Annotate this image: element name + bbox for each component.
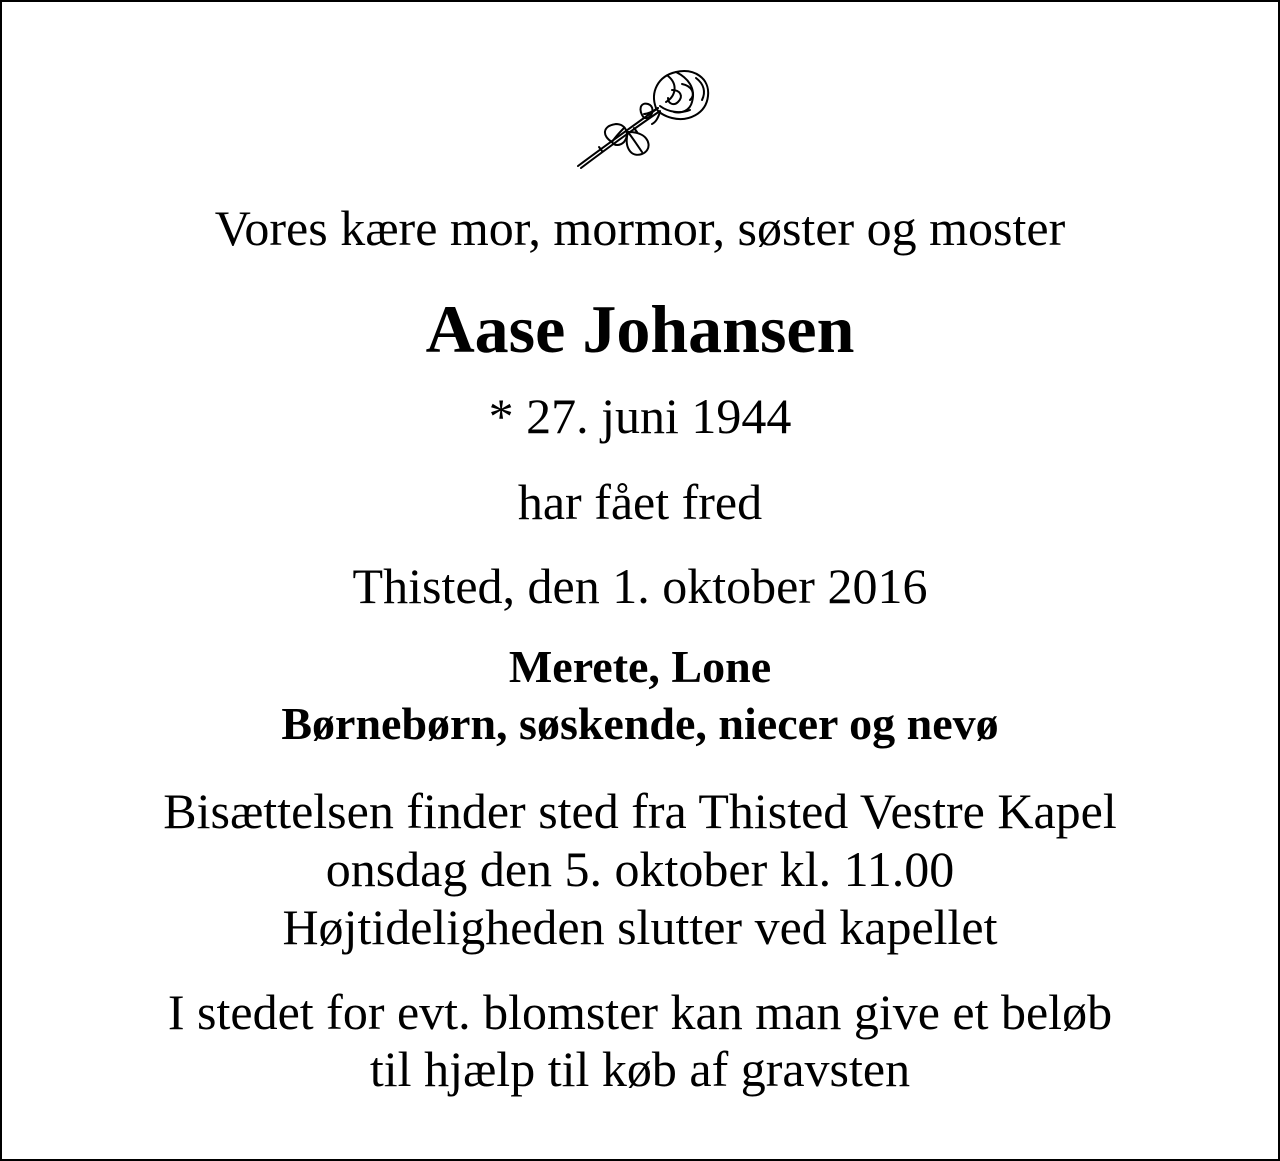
- family-relatives: Børnebørn, søskende, niecer og nevø: [281, 698, 999, 749]
- funeral-location: Bisættelsen finder sted fra Thisted Vestre Kapel: [163, 783, 1117, 839]
- place-date: Thisted, den 1. oktober 2016: [352, 558, 928, 614]
- rose-icon: [572, 62, 717, 174]
- funeral-note: Højtideligheden slutter ved kapellet: [282, 899, 998, 955]
- donation-text: I stedet for evt. blomster kan man give et beløb: [167, 984, 1113, 1040]
- birth-date: * 27. juni 1944: [488, 388, 792, 444]
- funeral-time: onsdag den 5. oktober kl. 11.00: [325, 841, 955, 897]
- donation-purpose: til hjælp til køb af gravsten: [369, 1041, 911, 1097]
- deceased-name: Aase Johansen: [425, 291, 855, 367]
- passed-text: har fået fred: [517, 474, 763, 530]
- family-names: Merete, Lone: [508, 641, 772, 692]
- intro-text: Vores kære mor, mormor, søster og moster: [214, 200, 1066, 256]
